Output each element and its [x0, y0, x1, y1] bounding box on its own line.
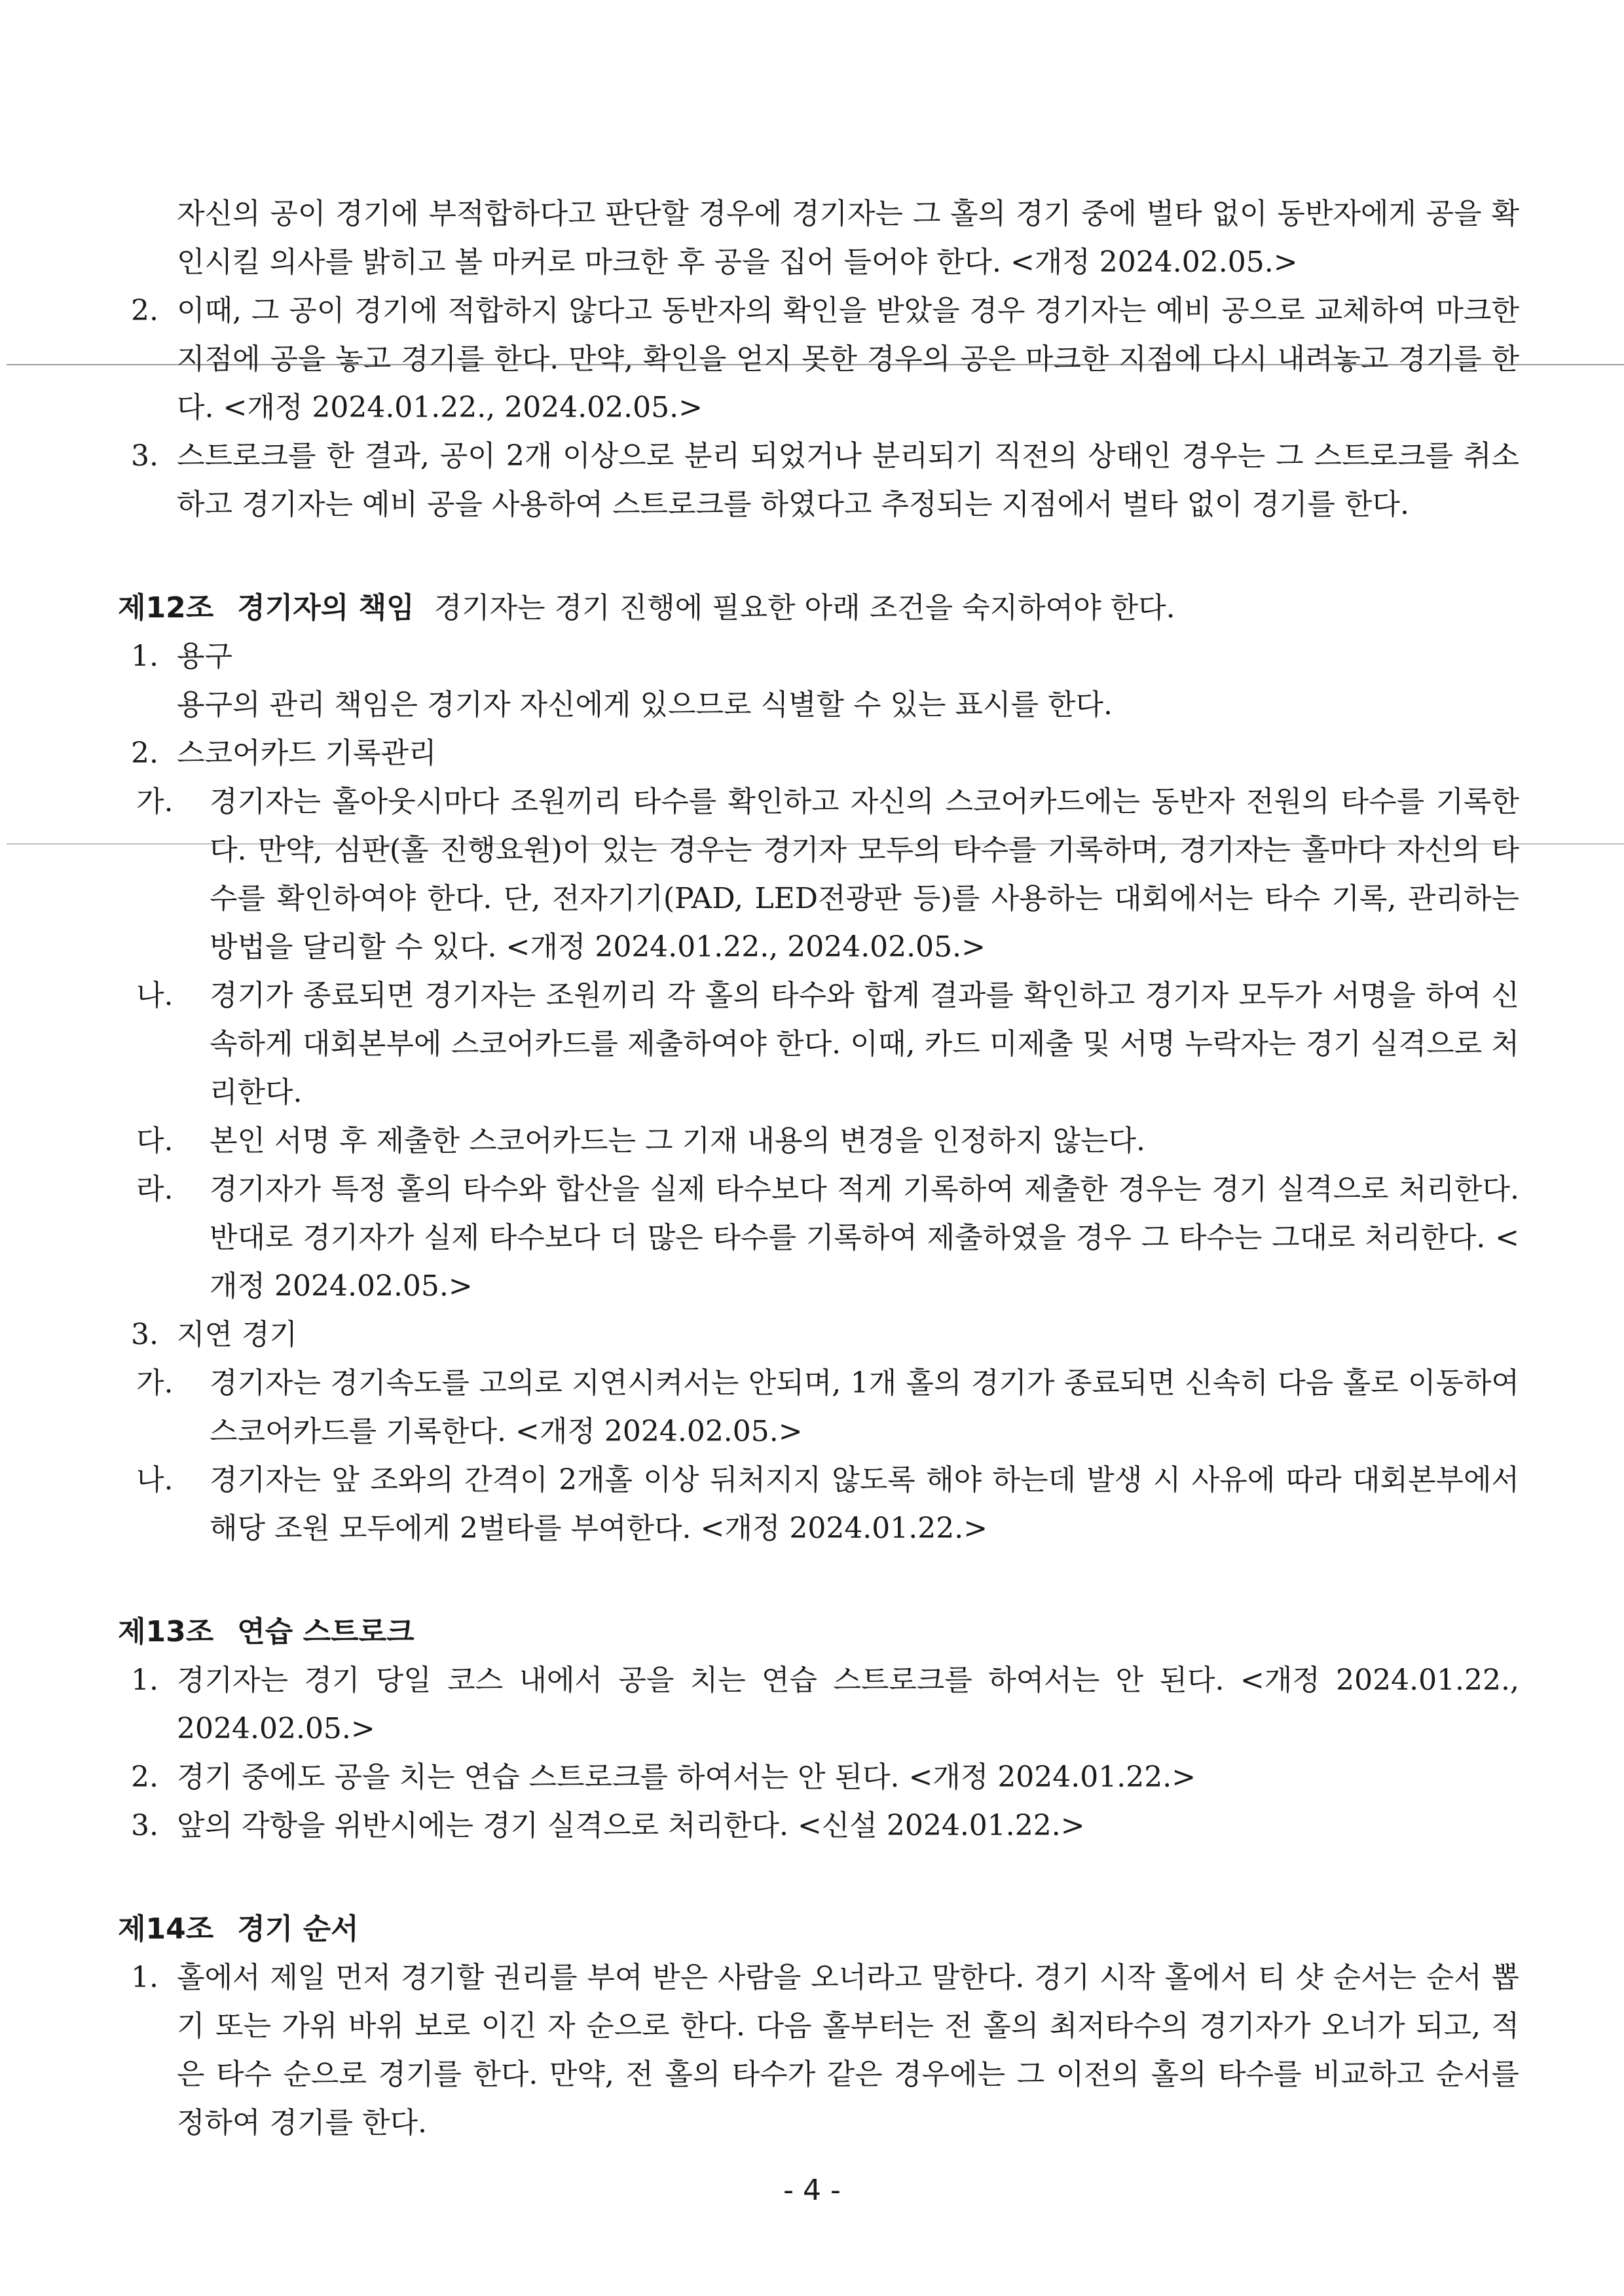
continuation-paragraph: [118, 190, 1519, 287]
item-marker: 1.: [131, 1664, 158, 1697]
continuation-text: 자신의 공이 경기에 부적합하다고 판단할 경우에 경기자는 그 홀의 경기 중에 벌타 없이 동반자에게 공을 확인시킬 의사를 밝히고 볼 마커로 마크한 후 공을 집어 들어야 한다. <개정 2024.02.05.>: [177, 197, 1519, 279]
item-marker: 1.: [131, 640, 158, 673]
item-marker: 2.: [131, 1760, 158, 1794]
list-item: [118, 1656, 1519, 1753]
item-text: 앞의 각항을 위반시에는 경기 실격으로 처리한다. <신설 2024.01.22.>: [177, 1809, 1085, 1842]
list-item: [118, 287, 1519, 432]
sub-item-marker: 라.: [136, 1173, 174, 1206]
item-text: 홀에서 제일 먼저 경기할 권리를 부여 받은 사람을 오너라고 말한다. 경기 시작 홀에서 티 샷 순서는 순서 뽑기 또는 가위 바위 보로 이긴 자 순으로 한다. 다음 홀부터는 전 홀의 최저타수의 경기자가 오너가 되고, 적은 타수 순으로 경기를 한다. 만약, 전 홀의 타수가 같은 경우에는 그 이전의 홀의 타수를 비교하고 순서를 정하여 경기를 한다.: [177, 1961, 1519, 2140]
list-item: [118, 1954, 1519, 2147]
sub-item: [118, 1165, 1519, 1311]
item-text: 이때, 그 공이 경기에 적합하지 않다고 동반자의 확인을 받았을 경우 경기자는 예비 공으로 교체하여 마크한 지점에 공을 놓고 경기를 한다. 만약, 확인을 얻지 못한 경우의 공은 마크한 지점에 다시 내려놓고 경기를 한다. <개정 2024.01.22., 2024.02.05.>: [177, 294, 1519, 424]
section-label: 용구: [177, 640, 233, 673]
sub-item-marker: 나.: [136, 1463, 174, 1497]
list-item: [118, 432, 1519, 529]
item-marker: 2.: [131, 737, 158, 770]
article-number: 제14조: [118, 1912, 214, 1946]
article-heading: [118, 584, 1519, 632]
article-number: 제13조: [118, 1615, 214, 1649]
list-item: [118, 1802, 1519, 1850]
article-title: 연습 스트로크: [237, 1615, 415, 1649]
sub-item: [118, 972, 1519, 1117]
item-marker: 1.: [131, 1961, 158, 1994]
page-number: - 4 -: [783, 2174, 841, 2207]
section-label: 지연 경기: [177, 1318, 298, 1351]
item-marker: 3.: [131, 1809, 158, 1842]
sub-item-text: 본인 서명 후 제출한 스코어카드는 그 기재 내용의 변경을 인정하지 않는다.: [210, 1124, 1145, 1157]
sub-item: [118, 778, 1519, 972]
article-heading: [118, 1608, 1519, 1656]
list-item: [118, 1753, 1519, 1802]
sub-item-marker: 다.: [136, 1124, 174, 1157]
sub-item-text: 경기자가 특정 홀의 타수와 합산을 실제 타수보다 적게 기록하여 제출한 경우는 경기 실격으로 처리한다. 반대로 경기자가 실제 타수보다 더 많은 타수를 기록하여 제출하였을 경우 그 타수는 그대로 처리한다. <개정 2024.02.05.>: [210, 1173, 1519, 1303]
item-marker: 2.: [131, 294, 158, 327]
sub-item: [118, 1456, 1519, 1553]
item-text: 스트로크를 한 결과, 공이 2개 이상으로 분리 되었거나 분리되기 직전의 상태인 경우는 그 스트로크를 취소하고 경기자는 예비 공을 사용하여 스트로크를 하였다고 추정되는 지점에서 벌타 없이 경기를 한다.: [177, 439, 1519, 521]
item-text: 경기 중에도 공을 치는 연습 스트로크를 하여서는 안 된다. <개정 2024.01.22.>: [177, 1760, 1196, 1794]
item-marker: 3.: [131, 439, 158, 473]
section-heading: [118, 729, 1519, 778]
sub-item-marker: 가.: [136, 785, 174, 818]
sub-item-marker: 나.: [136, 979, 174, 1012]
sub-item: [118, 1359, 1519, 1456]
sub-item: [118, 1117, 1519, 1165]
sub-item-marker: 가.: [136, 1366, 174, 1400]
section-label: 스코어카드 기록관리: [177, 737, 437, 770]
sub-item-text: 경기가 종료되면 경기자는 조원끼리 각 홀의 타수와 합계 결과를 확인하고 경기자 모두가 서명을 하여 신속하게 대회본부에 스코어카드를 제출하여야 한다. 이때, 카드 미제출 및 서명 누락자는 경기 실격으로 처리한다.: [210, 979, 1519, 1109]
section-body: [118, 681, 1519, 729]
sub-item-text: 경기자는 홀아웃시마다 조원끼리 타수를 확인하고 자신의 스코어카드에는 동반자 전원의 타수를 기록한다. 만약, 심판(홀 진행요원)이 있는 경우는 경기자 모두의 타수를 기록하며, 경기자는 홀마다 자신의 타수를 확인하여야 한다. 단, 전자기기(PAD, LED전광판 등)를 사용하는 대회에서는 타수 기록, 관리하는 방법을 달리할 수 있다. <개정 2024.01.22., 2024.02.05.>: [210, 785, 1519, 964]
article-number: 제12조: [118, 591, 214, 625]
item-text: 경기자는 경기 당일 코스 내에서 공을 치는 연습 스트로크를 하여서는 안 된다. <개정 2024.01.22., 2024.02.05.>: [177, 1664, 1520, 1745]
item-marker: 3.: [131, 1318, 158, 1351]
article-title: 경기 순서: [237, 1912, 359, 1946]
article-lead: 경기자는 경기 진행에 필요한 아래 조건을 숙지하여야 한다.: [434, 591, 1175, 625]
sub-item-text: 경기자는 경기속도를 고의로 지연시켜서는 안되며, 1개 홀의 경기가 종료되면 신속히 다음 홀로 이동하여 스코어카드를 기록한다. <개정 2024.02.05.>: [210, 1366, 1519, 1448]
section-heading: [118, 1311, 1519, 1359]
article-title: 경기자의 책임: [237, 591, 415, 625]
article-heading: [118, 1905, 1519, 1954]
sub-item-text: 경기자는 앞 조와의 간격이 2개홀 이상 뒤처지지 않도록 해야 하는데 발생 시 사유에 따라 대회본부에서 해당 조원 모두에게 2벌타를 부여한다. <개정 2024.01.22.>: [210, 1463, 1519, 1545]
section-heading: [118, 632, 1519, 681]
document-page: [118, 190, 1519, 2147]
section-body-text: 용구의 관리 책임은 경기자 자신에게 있으므로 식별할 수 있는 표시를 한다.: [177, 688, 1113, 721]
